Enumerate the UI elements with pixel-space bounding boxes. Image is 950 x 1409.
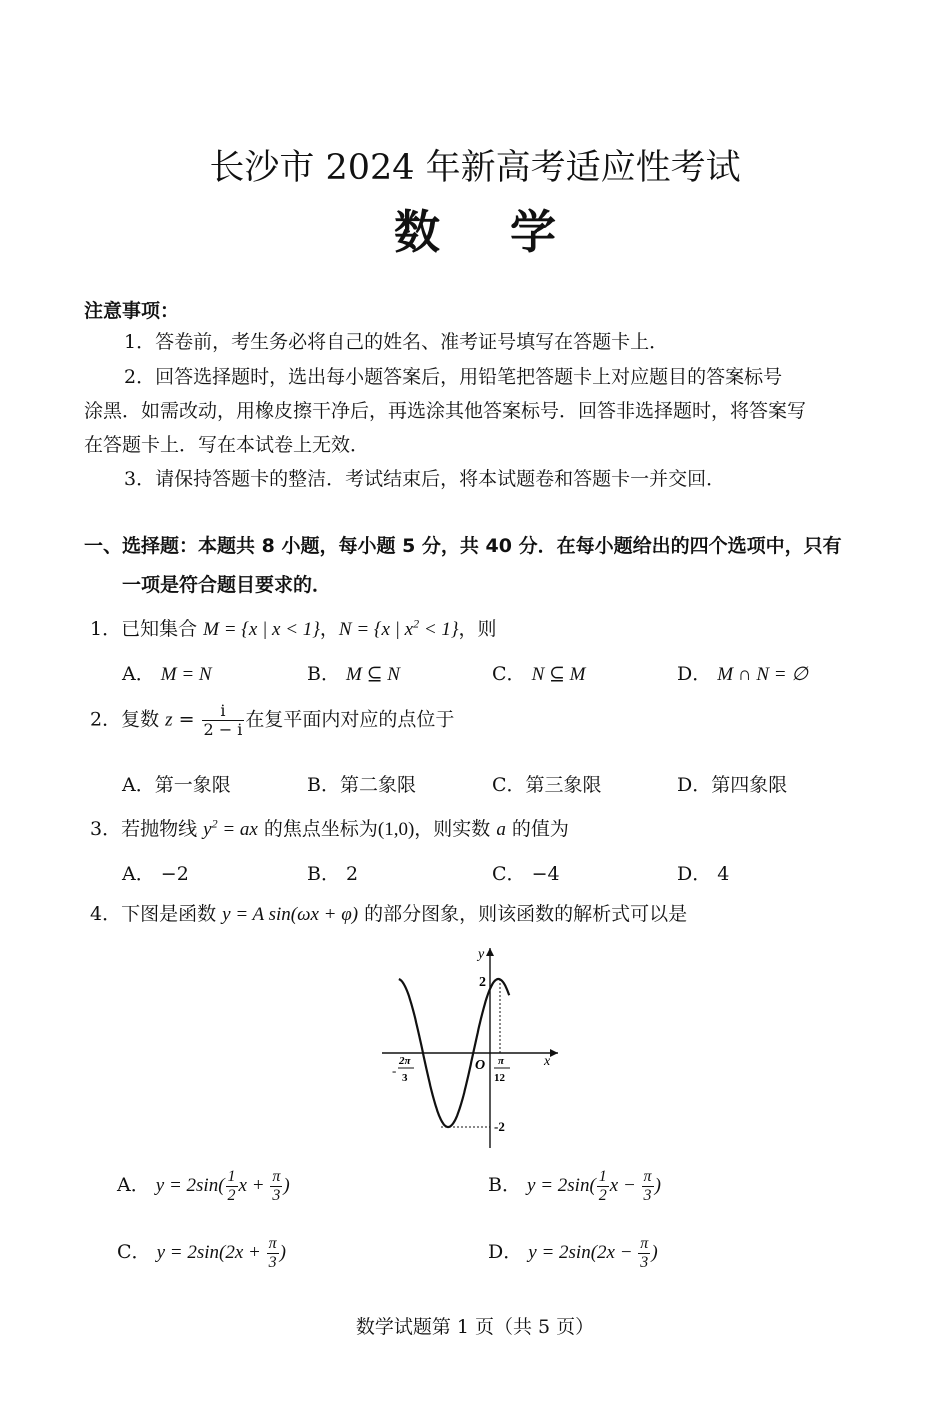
formula-post: ) [654, 1174, 661, 1196]
eq-exponent: 2 [211, 816, 218, 831]
question-number: 4． [90, 903, 122, 925]
fraction-numerator: π [268, 1235, 277, 1252]
fraction [267, 1235, 279, 1272]
focus-point: (1,0) [377, 819, 415, 840]
set-n [338, 616, 459, 640]
fraction [597, 1168, 609, 1205]
separator: ， [319, 618, 339, 640]
option-text: 第三象限 [525, 774, 602, 796]
formula-post: ) [279, 1241, 286, 1263]
question-text: 若抛物线 [121, 818, 204, 840]
fraction-numerator: 1 [227, 1168, 236, 1185]
fraction-numerator: π [272, 1168, 281, 1185]
fraction-numerator: 1 [598, 1168, 607, 1185]
fraction-denominator: 2 − i [203, 720, 243, 739]
fraction-denominator: 3 [268, 1254, 277, 1271]
q3-option-d[interactable] [677, 859, 729, 886]
option-formula [156, 1235, 286, 1271]
question-text-mid-2: ，则实数 [414, 818, 497, 840]
right-tick-denominator: 12 [494, 1072, 505, 1084]
notice-heading: 注意事项： [84, 300, 180, 322]
formula-mid: x − [609, 1174, 641, 1196]
fraction-numerator: i [202, 702, 245, 721]
set-n-exponent: 2 [413, 616, 420, 631]
section-1-heading-cont: 一项是符合题目要求的． [122, 574, 332, 596]
fraction [638, 1235, 650, 1272]
question-text-mid: 的焦点坐标为 [257, 818, 378, 840]
formula-pre: y = 2sin(2x + [156, 1241, 266, 1263]
question-4 [90, 899, 687, 926]
exam-title: 长沙市 2024 年新高考适应性考试 [209, 148, 741, 188]
notice-item-2-line-3: 在答题卡上．写在本试卷上无效． [84, 434, 370, 456]
option-text: −4 [531, 863, 560, 885]
notice-item-2-line-2: 涂黑．如需改动，用橡皮擦干净后，再选涂其他答案标号．回答非选择题时，将答案写 [84, 400, 807, 422]
origin-label: O [475, 1058, 486, 1073]
option-label: C． [117, 1240, 151, 1263]
question-text-end: ，则 [458, 618, 497, 640]
y-axis-arrow-icon [486, 948, 494, 956]
y-axis-label: y [478, 947, 485, 962]
option-text: 第二象限 [339, 774, 416, 796]
q3-option-b[interactable] [307, 859, 358, 886]
question-text: 已知集合 [121, 618, 204, 640]
q1-option-d[interactable] [677, 659, 808, 686]
question-text-end: 的部分图象，则该函数的解析式可以是 [358, 903, 688, 925]
fraction [270, 1168, 282, 1205]
function-expression: y = A sin(ωx + φ) [222, 904, 359, 925]
option-label: C． [492, 663, 526, 685]
left-tick-numerator: 2π [399, 1055, 411, 1067]
x-axis-arrow-icon [550, 1049, 558, 1057]
option-label: C． [492, 774, 526, 796]
formula-pre: y = 2sin( [527, 1174, 596, 1196]
fraction-denominator: 2 [598, 1187, 607, 1204]
question-2 [90, 702, 454, 739]
option-formula [528, 1235, 658, 1271]
option-label: B． [307, 663, 340, 685]
q3-option-c[interactable] [492, 859, 560, 886]
fraction-denominator: 3 [640, 1254, 649, 1271]
formula-mid: x + [238, 1174, 270, 1196]
question-number: 2． [90, 708, 122, 731]
q3-option-a[interactable] [122, 859, 189, 886]
option-label: B． [488, 1173, 521, 1196]
q4-option-c[interactable] [117, 1235, 286, 1272]
eq-pre: y [203, 819, 212, 840]
fraction-numerator: π [640, 1235, 649, 1252]
question-3 [90, 814, 569, 841]
formula-post: ) [283, 1174, 290, 1196]
fraction-denominator: 3 [272, 1187, 281, 1204]
option-label: D． [677, 774, 712, 796]
set-n-post: < 1} [419, 619, 459, 640]
option-text: 4 [717, 863, 730, 885]
question-number: 3． [90, 818, 122, 840]
q2-option-b[interactable] [307, 770, 416, 797]
question-text: 下图是函数 [121, 903, 223, 925]
sine-graph [370, 938, 570, 1153]
formula-post: ) [651, 1241, 658, 1263]
eq-post: = ax [217, 819, 258, 840]
max-value-label: 2 [479, 975, 486, 990]
formula-pre: y = 2sin( [155, 1174, 225, 1196]
q2-option-d[interactable] [677, 770, 787, 797]
option-text: M ⊆ N [346, 664, 400, 685]
fraction-denominator: 2 [227, 1187, 236, 1204]
option-label: B． [307, 863, 340, 885]
left-tick-denominator: 3 [402, 1072, 408, 1084]
option-text: −2 [160, 863, 189, 885]
option-text: 第一象限 [154, 774, 231, 796]
page-footer: 数学试题第 1 页（共 5 页） [355, 1316, 595, 1338]
formula-pre: y = 2sin(2x − [528, 1241, 638, 1263]
variable-a: a [496, 819, 506, 840]
equals: = [172, 708, 201, 731]
option-text: M ∩ N = ∅ [717, 664, 808, 685]
x-axis-label: x [544, 1054, 551, 1069]
option-label: D． [677, 663, 712, 685]
q2-option-c[interactable] [492, 770, 602, 797]
option-label: C． [492, 863, 526, 885]
question-text: 复数 [121, 708, 166, 731]
question-text-end: 在复平面内对应的点位于 [245, 708, 455, 731]
option-label: D． [677, 863, 712, 885]
option-formula [155, 1168, 290, 1204]
notice-item-2-line-1: 2．回答选择题时，选出每小题答案后，用铅笔把答题卡上对应题目的答案标号 [124, 366, 783, 388]
question-number: 1． [90, 618, 122, 640]
subject-title: 数学 [394, 205, 626, 259]
q1-option-c[interactable] [492, 659, 586, 686]
fraction-numerator: π [643, 1168, 652, 1185]
q4-option-d[interactable] [488, 1235, 658, 1272]
min-value-label: -2 [494, 1119, 505, 1134]
option-formula [527, 1168, 661, 1204]
option-label: A． [122, 863, 155, 885]
fraction [642, 1168, 654, 1205]
left-tick-sign: - [392, 1063, 397, 1078]
right-tick-numerator: π [498, 1055, 505, 1067]
fraction-denominator: 3 [643, 1187, 652, 1204]
notice-item-3: 3．请保持答题卡的整洁．考试结束后，将本试题卷和答题卡一并交回． [124, 468, 726, 490]
q1-option-a[interactable] [122, 659, 212, 686]
set-m: M = {x | x < 1} [203, 619, 320, 640]
section-1-heading: 一、选择题：本题共 8 小题，每小题 5 分，共 40 分．在每小题给出的四个选项中，只有 [84, 535, 842, 557]
option-text: M = N [160, 664, 212, 685]
option-label: A． [122, 663, 155, 685]
fraction [226, 1168, 238, 1205]
notice-item-1: 1．答卷前，考生务必将自己的姓名、准考证号填写在答题卡上． [124, 331, 669, 353]
option-label: D． [488, 1240, 523, 1263]
q4-option-a[interactable] [117, 1168, 290, 1205]
option-label: A． [117, 1173, 150, 1196]
option-text: 第四象限 [711, 774, 788, 796]
set-n-pre: N = {x | x [338, 619, 414, 640]
q4-option-b[interactable] [488, 1168, 661, 1205]
option-text: 2 [346, 863, 359, 885]
variable-z: z [165, 709, 173, 731]
q1-option-b[interactable] [307, 659, 400, 686]
question-1 [90, 614, 497, 641]
question-text-end: 的值为 [505, 818, 569, 840]
fraction [202, 702, 245, 739]
option-label: B． [307, 774, 340, 796]
q2-option-a[interactable] [122, 770, 231, 797]
parabola-equation [203, 816, 258, 840]
option-label: A． [122, 774, 155, 796]
option-text: N ⊆ M [531, 664, 586, 685]
